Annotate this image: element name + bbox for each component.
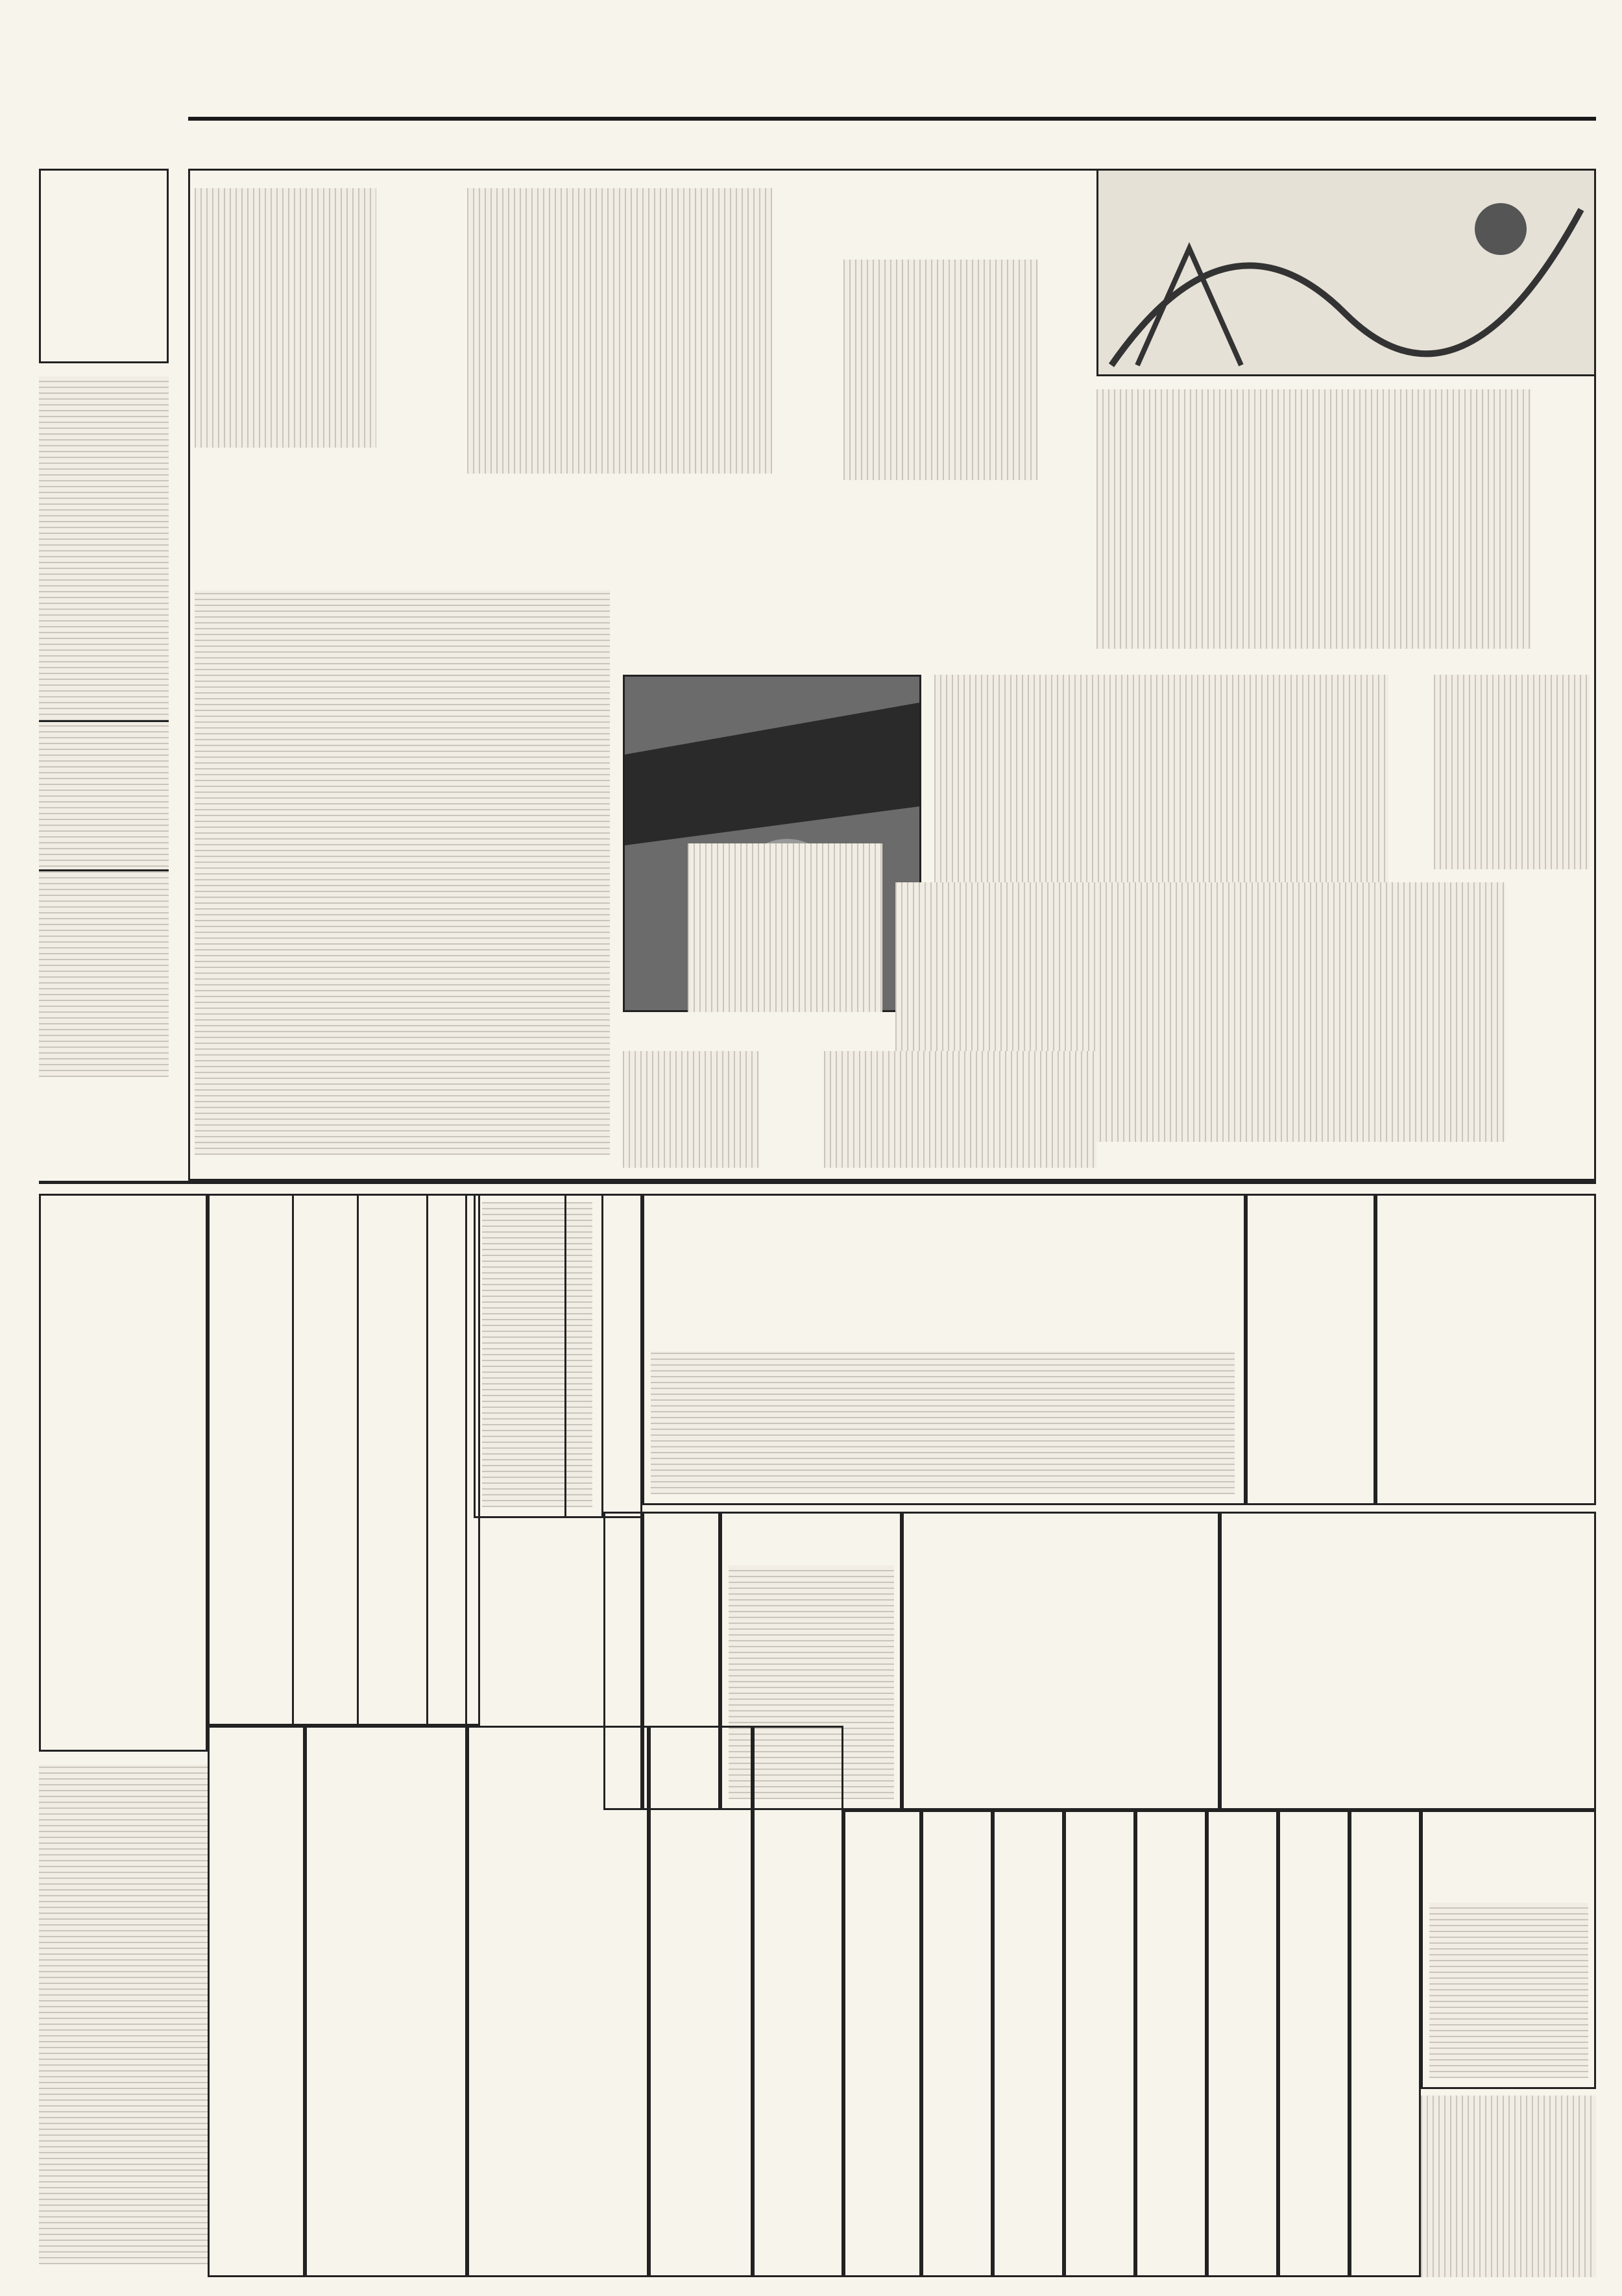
cinema-listings: [642, 1194, 1246, 1505]
cotton-yarn-ad: [305, 1726, 467, 2277]
poem-body: [195, 188, 376, 448]
article-body: [1434, 675, 1590, 869]
notice-body: [623, 1051, 759, 1168]
divider: [39, 720, 169, 722]
calendar-ad: [357, 1194, 480, 1726]
medicine-ad: [39, 1765, 208, 2264]
article-body: [843, 260, 1038, 480]
chen-notice-ad: [1135, 1810, 1207, 2277]
hunan-pharmacy-ad: [39, 1194, 208, 1752]
law-office-ad: [208, 1726, 305, 2277]
zheng-notice-ad: [843, 1810, 921, 2277]
article-body: [1096, 389, 1531, 649]
business-notice-ad: [564, 1194, 642, 1518]
story-body: [195, 590, 610, 1155]
masthead-rule: [188, 117, 1596, 121]
notice-body: [824, 1051, 1096, 1168]
marriage-notice-ad: [921, 1810, 993, 2277]
doctor-hu-ad: [753, 1726, 843, 2277]
changsha-market-header: [39, 169, 169, 363]
lost-notice-2-ad: [993, 1810, 1064, 2277]
central-savings-ad: [1421, 1810, 1596, 2089]
china-merchants-ad: [1220, 1512, 1596, 1810]
market-price-table: [39, 376, 169, 1077]
banner-artwork: [1096, 169, 1596, 376]
address-strip: [1421, 2096, 1596, 2277]
provincial-shipping-ad: [902, 1512, 1220, 1810]
banner-icon: [1098, 171, 1594, 374]
jiulong-notice-ad: [1207, 1810, 1278, 2277]
doctor-hu-qian-ad: [649, 1726, 753, 2277]
yikang-pharmacy-ad: [467, 1726, 649, 2277]
heming-notice-ad: [1278, 1810, 1350, 2277]
serious-statement-ad: [1064, 1810, 1135, 2277]
opera-troupe-ad: [1375, 1194, 1596, 1505]
article-body: [688, 843, 882, 1012]
article-body: [467, 188, 772, 474]
divider: [39, 869, 169, 871]
famous-doctor-ad: [1350, 1810, 1421, 2277]
pill-ad: [1246, 1194, 1375, 1505]
section-divider: [39, 1181, 1596, 1184]
